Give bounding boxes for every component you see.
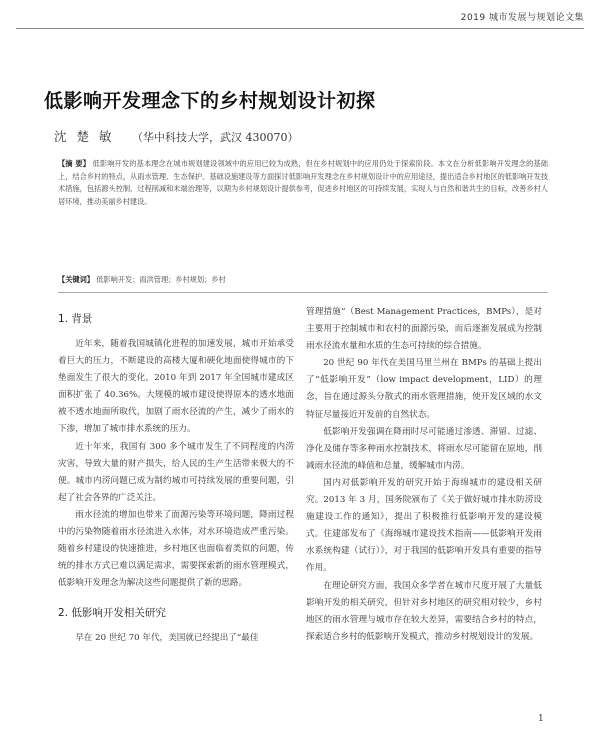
keywords-text: 低影响开发；雨洪管理；乡村规划；乡村: [96, 275, 226, 284]
abstract-divider: [58, 292, 548, 293]
body-paragraph: 近十年来，我国有 300 多个城市发生了不同程度的内涝灾害，导致大量的财产损失，给人民的生产生活带来极大的不便。城市内涝问题已成为制约城市可持续发展的重要问题，引起了社会各界的广泛关注。: [58, 441, 294, 503]
author-affiliation: （华中科技大学，武汉 430070）: [131, 131, 299, 144]
abstract-label: 【摘 要】: [58, 159, 91, 168]
section-heading: 1. 背景: [58, 313, 93, 325]
page-number: 1: [538, 714, 544, 724]
keywords-label: 【关键词】: [58, 275, 94, 284]
author-name: 沈 楚 敏: [54, 129, 115, 144]
body-column-right: [306, 304, 542, 646]
header-divider: [16, 28, 584, 29]
article-title: 低影响开发理念下的乡村规划设计初探: [44, 90, 376, 112]
abstract: [58, 158, 548, 208]
body-paragraph: 管理措施”（Best Management Practices，BMPs），是对主要用于控制城市和农村的面源污染，而后逐渐发展成为控制雨水径流水量和水质的生态可持续的综合措施。: [306, 307, 542, 352]
abstract-text: 低影响开发的基本理念在城市规划建设领域中的应用已较为成熟，但在乡村规划中的应用仍处于探索阶段。本文在分析低影响开发理念的基础上，结合乡村的特点，从雨水管理、生态保护、基础设施建设等方面探讨低影响开发理念在乡村规划设计中的应用途径，提出适合乡村地区的低影响开发技术措施，包括源头控制、过程削减和末端治理等，以期为乡村规划设计提供参考，促进乡村地区的可持续发展，实现人与自然和谐共生的目标，改善乡村人居环境，推动美丽乡村建设。: [58, 159, 548, 206]
body-paragraph: 雨水径流的增加也带来了面源污染等环境问题，降雨过程中的污染物随着雨水径流进入水体，对水环境造成严重污染。随着乡村建设的快速推进，乡村地区也面临着类似的问题，传统的排水方式已难以满足需求，需要探索新的雨水管理模式，低影响开发理念为解决这些问题提供了新的思路。: [58, 509, 294, 589]
body-column-left: [58, 300, 294, 648]
body-paragraph: 低影响开发强调在降雨时尽可能通过渗透、滞留、过滤、净化及储存等多种雨水控制技术，将雨水尽可能留在原地，削减雨水径流的峰值和总量，缓解城市内涝。: [306, 426, 542, 471]
author-line: [54, 127, 298, 145]
body-paragraph: 在理论研究方面，我国众多学者在城市尺度开展了大量低影响开发的相关研究，但针对乡村地区的研究相对较少，乡村地区的雨水管理与城市存在较大差异，需要结合乡村的特点，探索适合乡村的低影响开发模式，推动乡村规划设计的发展。: [306, 580, 542, 642]
section-heading: 2. 低影响开发相关研究: [58, 607, 166, 620]
body-paragraph: 20 世纪 90 年代在美国马里兰州在 BMPs 的基础上提出了“低影响开发”（low impact development，LID）的理念，旨在通过源头分散式的雨水管理措施，使开发区域的水文特征尽量接近开发前的自然状态。: [306, 358, 542, 420]
body-paragraph: 国内对低影响开发的研究开始于海绵城市的建设相关研究。2013 年 3 月，国务院颁布了《关于做好城市排水防涝设施建设工作的通知》，提出了积极推行低影响开发的建设模式。住建部发布了《海绵城市建设技术指南——低影响开发雨水系统构建（试行）》，对于我国的低影响开发具有重要的指导作用。: [306, 477, 542, 574]
body-paragraph: 早在 20 世纪 70 年代，美国就已经提出了“最佳: [75, 633, 259, 644]
keywords: [58, 274, 548, 286]
body-paragraph: 近年来，随着我国城镇化进程的加速发展，城市开始承受着巨大的压力，不断建设的高楼大厦和硬化地面使得城市的下垫面发生了很大的变化，2010 年到 2017 年全国城市建成区面积扩张了 40.36%。大规模的城市建设使得原本的透水地面被不透水地面所取代，加剧了雨水径流的产生，减少了雨水的下渗，增加了城市排水系统的压力。: [58, 339, 294, 435]
running-header: 2019 城市发展与规划论文集: [460, 13, 584, 23]
